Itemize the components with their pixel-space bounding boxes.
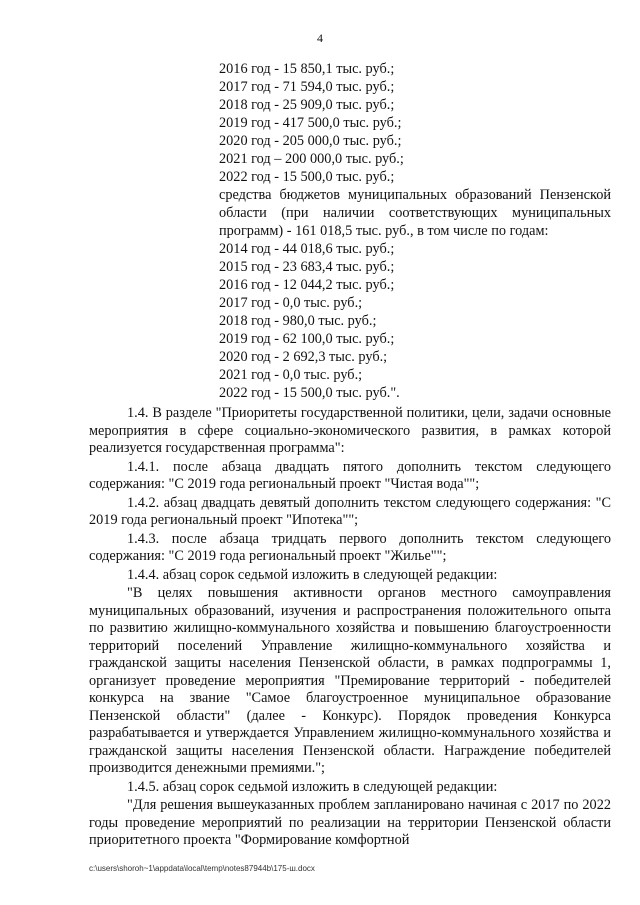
year-line: 2018 год - 25 909,0 тыс. руб.;: [219, 97, 395, 113]
paragraph-1-4-3: 1.4.3. после абзаца тридцать первого дополнить текстом следующего содержания: "С 2019 года региональный проект "Жилье"";: [89, 530, 611, 564]
year-line: 2015 год - 23 683,4 тыс. руб.;: [219, 259, 395, 275]
document-body: [89, 405, 611, 850]
paragraph-1-4: 1.4. В разделе "Приоритеты государственной политики, цели, задачи основные мероприятия в сфере социально-экономического развития, в рамках которой реализуется государственная программа":: [89, 405, 611, 456]
year-line: 2022 год - 15 500,0 тыс. руб.;: [219, 169, 395, 185]
quoted-paragraph: "В целях повышения активности органов местного самоуправления муниципальных образований, изучения и распространения положительного опыта по развитию жилищно-коммунального хозяйства и повышению благоустроенности территорий поселений Управление жилищно-коммунального хозяйства и гражданской защиты населения Пензенской области, в рамках подпрограммы 1, организует проведение мероприятия "Премирование территорий - победителей конкурса на звание "Самое благоустроенное муниципальное образование Пензенской области" (далее - Конкурс). Порядок проведения Конкурса разрабатывается и утверждается Управлением жилищно-коммунального хозяйства и гражданской защиты населения Пензенской области. Награждение победителей производится денежными премиями.";: [89, 585, 611, 776]
year-line: 2018 год - 980,0 тыс. руб.;: [219, 313, 377, 329]
year-line: 2016 год - 15 850,1 тыс. руб.;: [219, 61, 395, 77]
paragraph-1-4-2: 1.4.2. абзац двадцать девятый дополнить текстом следующего содержания: "С 2019 года региональный проект "Ипотека"";: [89, 494, 611, 528]
year-line: 2016 год - 12 044,2 тыс. руб.;: [219, 277, 395, 293]
year-line: 2021 год – 200 000,0 тыс. руб.;: [219, 151, 404, 167]
paragraph-1-4-1: 1.4.1. после абзаца двадцать пятого дополнить текстом следующего содержания: "С 2019 года региональный проект "Чистая вода"";: [89, 458, 611, 492]
paragraph-1-4-4: 1.4.4. абзац сорок седьмой изложить в следующей редакции:: [127, 566, 498, 583]
paragraph-1-4-5: 1.4.5. абзац сорок седьмой изложить в следующей редакции:: [127, 778, 498, 795]
year-line: 2019 год - 62 100,0 тыс. руб.;: [219, 331, 395, 347]
file-path-footer: c:\users\shoroh~1\appdata\local\temp\notes87944b\175-ш.docx: [89, 864, 315, 873]
page-number: 4: [317, 31, 323, 45]
year-line: 2019 год - 417 500,0 тыс. руб.;: [219, 115, 402, 131]
year-line: 2020 год - 205 000,0 тыс. руб.;: [219, 133, 402, 149]
year-line: 2020 год - 2 692,3 тыс. руб.;: [219, 349, 388, 365]
year-line: 2021 год - 0,0 тыс. руб.;: [219, 367, 363, 383]
year-line: 2017 год - 0,0 тыс. руб.;: [219, 295, 363, 311]
funding-by-year-list: [219, 60, 611, 402]
year-line: 2017 год - 71 594,0 тыс. руб.;: [219, 79, 395, 95]
year-line: 2022 год - 15 500,0 тыс. руб.".: [219, 385, 400, 401]
municipal-funding-text: средства бюджетов муниципальных образований Пензенской области (при наличии соответствующих муниципальных программ) - 161 018,5 тыс. руб., в том числе по годам:: [219, 187, 611, 239]
quoted-paragraph: "Для решения вышеуказанных проблем запланировано начиная с 2017 по 2022 годы проведение мероприятий по реализации на территории Пензенской области приоритетного проекта "Формирование комфортной: [89, 797, 611, 848]
year-line: 2014 год - 44 018,6 тыс. руб.;: [219, 241, 395, 257]
